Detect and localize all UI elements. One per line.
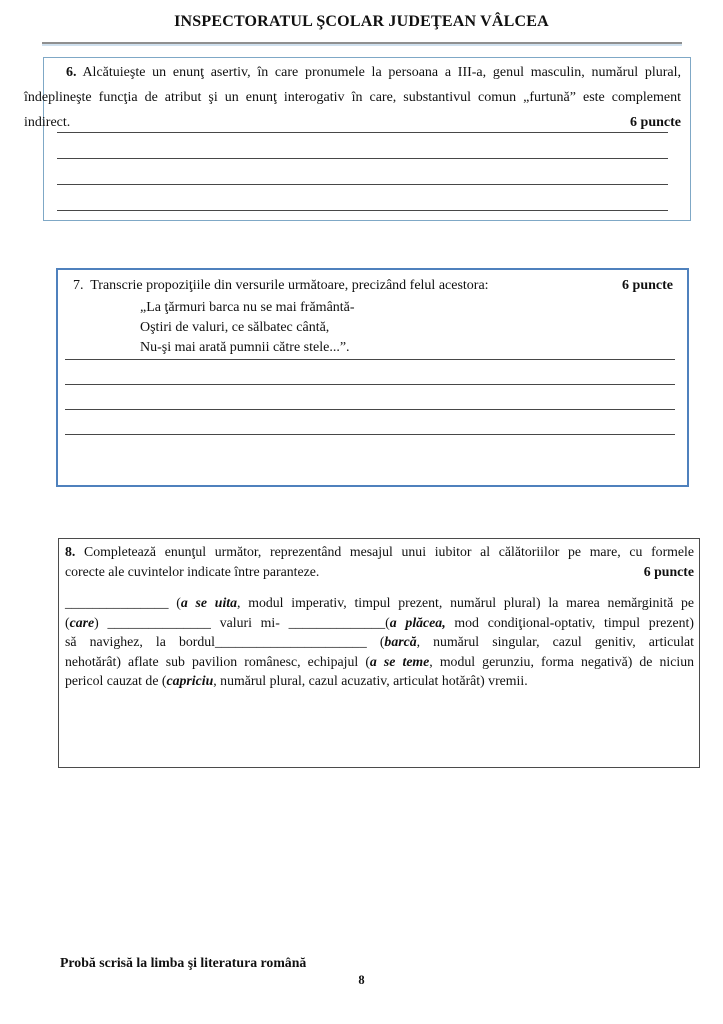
text-segment: să navighez, la bordul______________________ (	[65, 634, 385, 649]
answer-line	[65, 335, 675, 360]
answer-line	[65, 385, 675, 410]
question-7-answer-lines	[65, 335, 675, 435]
question-8-fill-line	[65, 613, 694, 633]
text-segment: a plăcea,	[389, 614, 446, 630]
text-segment: Alcătuieşte un enunţ asertiv, în care pronumele la persoana a III-a, genul masculin, numărul plural,	[76, 65, 681, 80]
text-segment: , modul gerunziu, forma negativă) de niciun	[429, 653, 695, 669]
points-label: 6 puncte	[622, 278, 673, 293]
question-7-box	[56, 268, 689, 487]
answer-line	[57, 185, 668, 211]
page-title: INSPECTORATUL ŞCOLAR JUDEŢEAN VÂLCEA	[174, 13, 549, 30]
question-8-fill-line	[65, 671, 694, 691]
question-8-prompt	[59, 539, 699, 581]
page-number: 8	[358, 973, 365, 987]
question-8-fill-line	[65, 632, 694, 652]
text-segment: mod condiţional-optativ, timpul prezent)	[445, 614, 694, 630]
question-7-prompt-line	[73, 276, 673, 295]
text-segment: , numărul singular, cazul genitiv, articulat	[416, 634, 694, 649]
text-segment: care	[69, 614, 95, 630]
points-label: 6 puncte	[630, 115, 681, 130]
question-6-box	[24, 57, 691, 221]
header-divider	[42, 42, 682, 46]
text-segment: capriciu	[166, 673, 214, 688]
text-segment: , modul imperativ, timpul prezent, numărul plural) la marea nemărginită pe	[237, 595, 694, 610]
answer-line	[57, 133, 668, 159]
text-segment: _______________ (	[65, 595, 181, 610]
text-segment: barcă	[384, 634, 417, 649]
text-segment: corecte ale cuvintelor indicate între paranteze.	[65, 563, 320, 579]
question-7-prompt	[73, 276, 673, 295]
text-segment: 8.	[65, 544, 76, 559]
text-segment: Completează enunţul următor, reprezentând mesajul unui iubitor al călătoriilor pe mare, cu formele	[75, 544, 694, 559]
points-label: 6 puncte	[643, 563, 694, 579]
answer-line	[65, 360, 675, 385]
text-segment: 7. Transcrie propoziţiile din versurile următoare, precizând felul acestora:	[73, 278, 489, 293]
verse-line: Oştiri de valuri, ce sălbatec cântă,	[140, 320, 330, 335]
verse-line: Nu-şi mai arată pumnii către stele...”.	[140, 340, 350, 355]
question-8-fill-text	[59, 593, 699, 691]
question-8-fill-line	[65, 593, 694, 613]
verse-line: „La ţărmuri barca nu se mai frământă-	[140, 300, 355, 315]
question-6-line	[24, 60, 681, 85]
text-segment: ) _______________ valuri mi- ______________(	[94, 614, 390, 630]
text-segment: (	[65, 614, 70, 630]
question-8-box	[58, 538, 700, 768]
answer-line	[57, 107, 668, 133]
question-8-prompt-line	[65, 542, 694, 562]
question-6-answer-lines	[57, 107, 668, 211]
question-8-fill-line	[65, 652, 694, 672]
text-segment: a se teme	[369, 653, 430, 669]
text-segment: îndeplineşte funcţia de atribut şi un enunţ interogativ în care, substantivul comun „furtună” este complement	[24, 90, 681, 105]
text-segment: pericol cauzat de (	[65, 673, 167, 688]
text-segment: nehotărât) aflate sub pavilion românesc, echipajul (	[65, 653, 370, 669]
text-segment: , numărul plural, cazul acuzativ, articulat hotărât) vremii.	[213, 673, 528, 688]
footer-exam-label: Probă scrisă la limba şi literatura română	[60, 955, 307, 970]
text-segment: indirect.	[24, 115, 71, 130]
answer-line	[57, 159, 668, 185]
text-segment: a se uita	[180, 595, 238, 610]
text-segment: 6.	[66, 65, 77, 80]
answer-line	[65, 410, 675, 435]
question-8-prompt-line	[65, 562, 694, 582]
